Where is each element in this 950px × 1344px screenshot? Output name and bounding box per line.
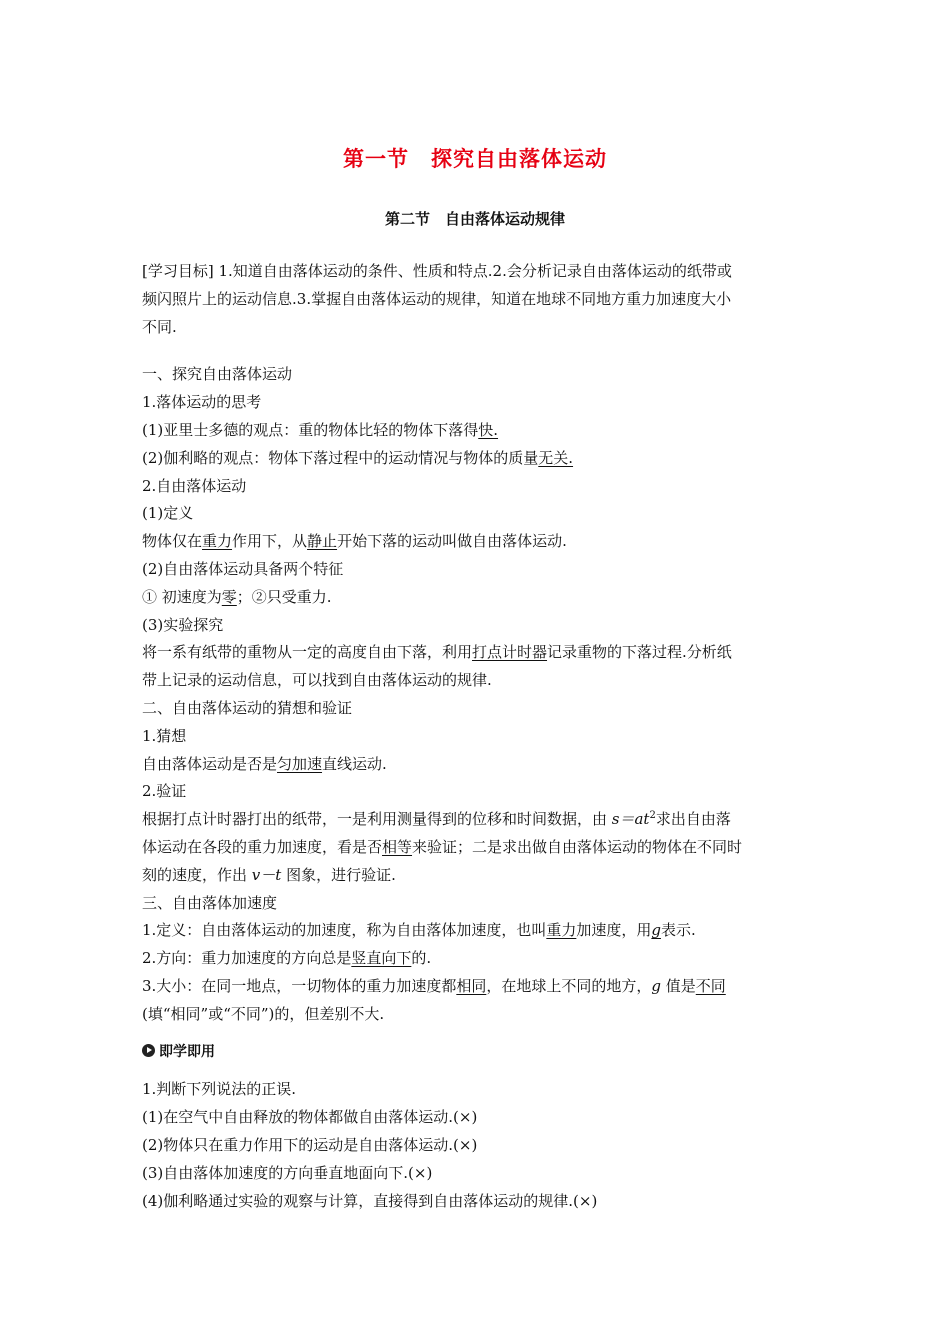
text: (1)亚里士多德的观点：重的物体比轻的物体下落得 — [142, 420, 479, 439]
text: 记录重物的下落过程.分析纸 — [547, 643, 732, 662]
answer-blank: 无关. — [538, 448, 574, 467]
spacer — [142, 341, 812, 361]
guess-line — [142, 751, 812, 779]
practice-question: 1.判断下列说法的正误. — [142, 1080, 297, 1099]
verify-line-2 — [142, 834, 812, 862]
goals-line-1: [学习目标] 1.知道自由落体运动的条件、性质和特点.2.会分析记录自由落体运动的纸带或 — [142, 262, 732, 280]
definition-line — [142, 528, 812, 556]
text: ；②只受重力. — [236, 587, 332, 606]
verify-line-1 — [142, 806, 812, 834]
text: 的. — [411, 949, 432, 968]
s1-point-1: 1.落体运动的思考 — [142, 393, 262, 412]
play-circle-icon — [142, 1044, 155, 1057]
answer-blank: 匀加速 — [277, 754, 323, 773]
text: 直线运动. — [322, 754, 387, 773]
superscript: 2 — [649, 810, 656, 822]
list-item: (3)自由落体加速度的方向垂直地面向下.(×) — [142, 1163, 433, 1182]
text: 3.大小：在同一地点，一切物体的重力加速度都 — [142, 976, 457, 995]
spacer — [142, 1029, 812, 1039]
verify-line-3 — [142, 862, 812, 890]
symbol-g: g — [651, 921, 661, 940]
document-body — [142, 258, 812, 1215]
text: 求出自由落 — [655, 810, 731, 829]
section-1-heading: 一、探究自由落体运动 — [142, 365, 293, 384]
s1-point-1b — [142, 445, 812, 473]
text: 将一系有纸带的重物从一定的高度自由下落，利用 — [142, 643, 473, 662]
list-item: (2)物体只在重力作用下的运动是自由落体运动.(×) — [142, 1135, 478, 1154]
answer-blank: 重力 — [202, 532, 233, 551]
goals-line-3: 不同. — [142, 317, 177, 336]
text: 作用下，从 — [232, 532, 308, 551]
answer-blank: 相等 — [382, 837, 413, 856]
features-line — [142, 584, 812, 612]
page-subtitle: 第二节 自由落体运动规律 — [384, 210, 565, 228]
s1-point-2a: (1)定义 — [142, 504, 194, 523]
text: 自由落体运动是否是 — [142, 754, 278, 773]
text: 来验证；二是求出做自由落体运动的物体在不同时 — [412, 837, 743, 856]
text: 1.定义：自由落体运动的加速度，称为自由落体加速度，也叫 — [142, 921, 547, 940]
definition-g-line — [142, 917, 812, 945]
practice-heading — [142, 1039, 812, 1067]
text: ① 初速度为 — [142, 587, 222, 606]
answer-blank: 打点计时器 — [472, 643, 548, 662]
text: ，在地球上不同的地方， — [486, 976, 652, 995]
answer-blank: 重力 — [546, 921, 577, 940]
s1-point-2c: (3)实验探究 — [142, 615, 224, 634]
text: 图象，进行验证. — [281, 865, 396, 884]
s2-point-1: 1.猜想 — [142, 726, 187, 745]
magnitude-line-1 — [142, 973, 812, 1001]
direction-line — [142, 945, 812, 973]
answer-blank: 快. — [478, 420, 499, 439]
formula: v－t — [251, 865, 282, 884]
answer-blank: 竖直向下 — [351, 949, 412, 968]
answer-blank: 相同 — [456, 976, 487, 995]
answer-blank: 不同 — [695, 976, 726, 995]
spacer — [142, 1066, 812, 1076]
text: (2)伽利略的观点：物体下落过程中的运动情况与物体的质量 — [142, 448, 539, 467]
s2-point-2: 2.验证 — [142, 782, 187, 801]
goals-line-2: 频闪照片上的运动信息.3.掌握自由落体运动的规律，知道在地球不同地方重力加速度大小 — [142, 289, 732, 308]
experiment-line-2: 带上记录的运动信息，可以找到自由落体运动的规律. — [142, 671, 492, 690]
list-item: (4)伽利略通过实验的观察与计算，直接得到自由落体运动的规律.(×) — [142, 1191, 598, 1210]
s1-point-1a — [142, 417, 812, 445]
section-3-heading: 三、自由落体加速度 — [142, 893, 278, 912]
text: 物体仅在 — [142, 532, 203, 551]
text: 体运动在各段的重力加速度，看是否 — [142, 837, 383, 856]
magnitude-line-2: (填“相同”或“不同”)的，但差别不大. — [142, 1004, 385, 1023]
s1-point-2: 2.自由落体运动 — [142, 476, 247, 495]
text: 开始下落的运动叫做自由落体运动. — [337, 532, 567, 551]
formula: s＝at — [611, 810, 650, 829]
experiment-line-1 — [142, 639, 812, 667]
list-item: (1)在空气中自由释放的物体都做自由落体运动.(×) — [142, 1108, 478, 1127]
answer-blank: 零 — [221, 587, 237, 606]
text: 2.方向：重力加速度的方向总是 — [142, 949, 352, 968]
text: 刻的速度，作出 — [142, 865, 252, 884]
s1-point-2b: (2)自由落体运动具备两个特征 — [142, 559, 344, 578]
text: 表示. — [660, 921, 696, 940]
text: 根据打点计时器打出的纸带，一是利用测量得到的位移和时间数据，由 — [142, 810, 612, 829]
page-title: 第一节 探究自由落体运动 — [343, 147, 607, 171]
symbol-g: g — [651, 976, 661, 995]
practice-heading-label: 即学即用 — [159, 1043, 215, 1060]
answer-blank: 静止 — [307, 532, 338, 551]
text: 加速度，用 — [576, 921, 652, 940]
text: 值是 — [660, 976, 696, 995]
section-2-heading: 二、自由落体运动的猜想和验证 — [142, 698, 353, 717]
